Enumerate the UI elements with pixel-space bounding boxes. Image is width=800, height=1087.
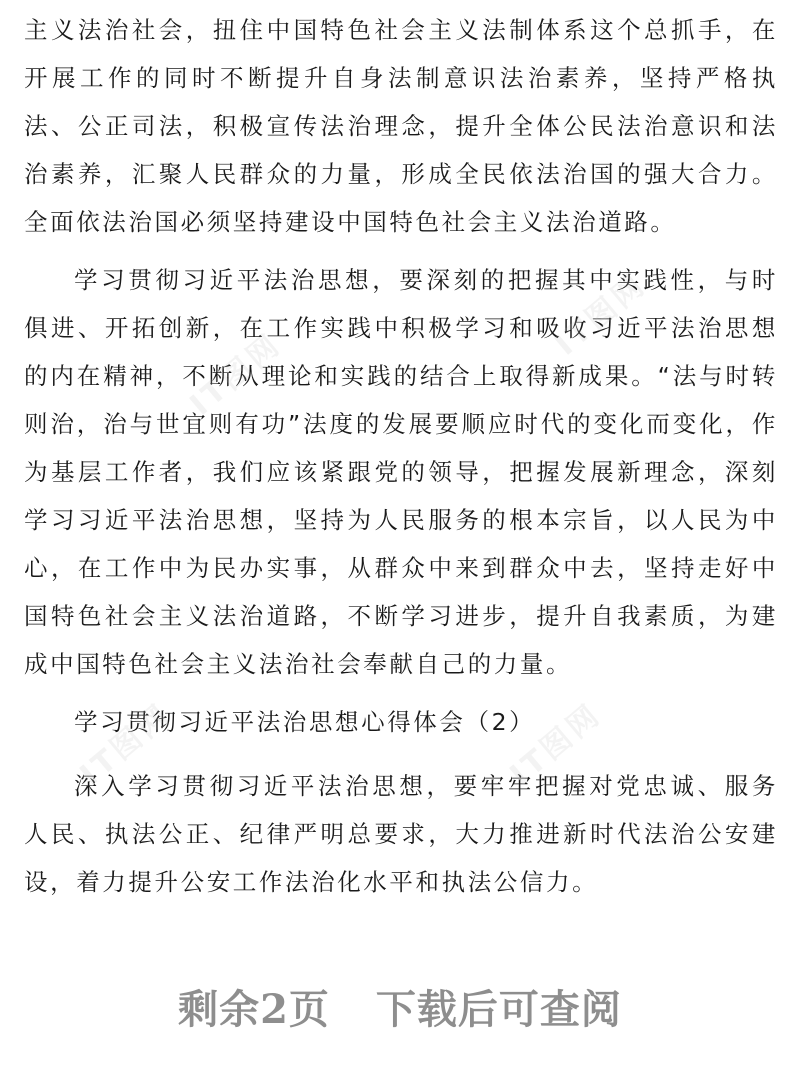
paragraph-closing: 深入学习贯彻习近平法治思想，要牢牢把握对党忠诚、服务人民、执法公正、纪律严明总要求，大力推进新时代法治公安建设，着力提升公安工作法治化水平和执法公信力。 (24, 772, 778, 896)
paragraph-practice: 学习贯彻习近平法治思想，要深刻的把握其中实践性，与时俱进、开拓创新，在工作实践中积极学习和吸收习近平法治思想的内在精神，不断从理论和实践的结合上取得新成果。“法与时转则治，治与世宜则有功”法度的发展要顺应时代的变化而变化，作为基层工作者，我们应该紧跟党的领导，把握发展新理念，深刻学习习近平法治思想，坚持为人民服务的根本宗旨，以人民为中心，在工作中为民办实事，从群众中来到群众中去，坚持走好中国特色社会主义法治道路，不断学习进步，提升自我素质，为建成中国特色社会主义法治社会奉献自己的力量。 (24, 266, 778, 678)
download-to-view-label[interactable]: 下载后可查阅 (375, 986, 622, 1033)
remaining-pages-label: 剩余2页 (178, 986, 330, 1033)
paragraph-continued: 主义法治社会，扭住中国特色社会主义法制体系这个总抓手，在开展工作的同时不断提升自身法制意识法治素养，坚持严格执法、公正司法，积极宣传法治理念，提升全体公民法治意识和法治素养，汇聚人民群众的力量，形成全民依法治国的强大合力。全面依法治国必须坚持建设中国特色社会主义法治道路。 (24, 16, 778, 236)
watermark-text: IT图网 (73, 696, 179, 793)
watermark-text: IT图网 (548, 266, 654, 363)
download-prompt-bar[interactable] (0, 982, 800, 1038)
watermark-text: IT图网 (183, 326, 289, 423)
watermark-text: IT图网 (503, 696, 609, 793)
section-heading: 学习贯彻习近平法治思想心得体会（2） (74, 708, 536, 736)
